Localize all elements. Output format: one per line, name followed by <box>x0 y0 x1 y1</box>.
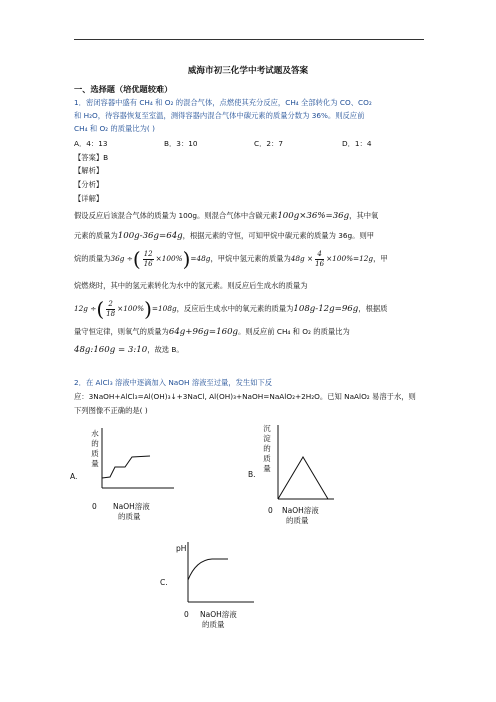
detail-text: ，甲 <box>373 254 388 263</box>
graph-b[interactable] <box>248 422 368 528</box>
graph-c-xlabel: NaOH溶液 <box>200 610 237 619</box>
analysis-label: 【解析】 <box>74 166 104 175</box>
detail-line3: 烷的质量为36g ÷( $\frac{12}{16}$ ×100%)=48g，甲烷中氢元素的质量为48g × $\frac{4}{16}$ ×100%=12g，甲 <box>74 247 388 271</box>
detail-text: ，根据质 <box>358 304 388 313</box>
detail-text: 假设反应后该混合气体的质量为 100g。则混合气体中含碳元素 <box>74 211 278 220</box>
breakdown-label: 【分析】 <box>74 180 104 189</box>
graph-b-ylabel: 淀 <box>263 434 271 443</box>
graph-c-ylabel: pH <box>176 544 187 553</box>
graph-a-ylabel: 量 <box>91 459 99 468</box>
graph-b-xlabel: NaOH溶液 <box>282 506 319 515</box>
equation: 64g+96g=160g <box>168 327 239 337</box>
graph-b-ylabel: 量 <box>263 464 271 473</box>
page-title: 威海市初三化学中考试题及答案 <box>187 66 309 76</box>
equation: 48g × <box>290 254 314 263</box>
q2-stem-line3: 下列图像不正确的是( ) <box>74 406 148 415</box>
graph-a-ylabel: 的 <box>91 439 99 448</box>
graph-a-xlabel: 的质量 <box>118 512 141 521</box>
detail-line6 <box>74 327 350 337</box>
detail-text: 元素的质量为 <box>74 231 118 240</box>
equation: 48g:160g = 3:10 <box>74 345 148 355</box>
answer-label: 【答案】B <box>74 153 109 162</box>
equation: ×100% <box>117 304 145 313</box>
graph-b-ylabel: 沉 <box>263 424 271 433</box>
detail-text: ，反应后生成水中的氧元素的质量为 <box>176 304 294 313</box>
detail-text: ，根据元素的守恒，可知甲烷中碳元素的质量为 36g。则甲 <box>182 231 375 240</box>
detail-text: ，其中氧 <box>349 211 379 220</box>
graph-a-ylabel: 水 <box>91 429 99 438</box>
equation: 36g ÷ <box>110 254 133 263</box>
equation: =108g <box>151 304 177 313</box>
detail-text: 。则反应前 CH₄ 和 O₂ 的质量比为 <box>238 327 350 336</box>
detail-text: 烷的质量为 <box>74 254 111 263</box>
fraction: $\frac{12}{16}$ <box>143 249 153 268</box>
graph-b-plot <box>248 422 368 504</box>
equation: ×100%=12g <box>326 254 374 263</box>
graph-b-label: B. <box>248 470 256 479</box>
option-b: B．3：10 <box>164 139 198 148</box>
q1-options <box>74 139 372 149</box>
detail-line4: 烷燃烧时，其中的氢元素转化为水中的氢元素。则反应后生成水的质量为 <box>74 281 308 290</box>
detail-line5: 12g ÷( $\frac{2}{18}$ ×100%)=108g，反应后生成水中的氧元素的质量为108g-12g=96g，根据质 <box>74 297 388 321</box>
graph-c-xlabel: 的质量 <box>202 620 225 629</box>
equation: 100g-36g=64g <box>117 231 183 241</box>
q1-stem-line2: 和 H₂O，待容器恢复至室温，测得容器内混合气体中碳元素的质量分数为 36%。则反应前 <box>74 111 365 120</box>
detail-line7 <box>74 345 184 355</box>
graph-a-plot <box>70 425 180 500</box>
fraction: $\frac{2}{18}$ <box>106 299 116 318</box>
graph-a[interactable] <box>70 425 180 525</box>
details-label: 【详解】 <box>74 194 104 203</box>
detail-line1 <box>74 211 378 221</box>
option-c: C．2：7 <box>254 139 283 148</box>
fraction: $\frac{4}{16}$ <box>315 249 325 268</box>
header-rule <box>74 39 424 40</box>
graph-a-ylabel: 质 <box>91 449 99 458</box>
q2-stem-line2: 应：3NaOH+AlCl₃=Al(OH)₃↓+3NaCl, Al(OH)₃+NaOH=NaAlO₂+2H₂O。已知 NaAlO₂ 易溶于水，则 <box>74 392 416 401</box>
graph-a-origin: 0 <box>92 502 97 511</box>
equation: 12g ÷ <box>74 304 97 313</box>
graph-b-origin: 0 <box>268 506 273 515</box>
q1-stem-line3: CH₄ 和 O₂ 的质量比为( ) <box>74 124 155 133</box>
detail-text: ，甲烷中氢元素的质量为 <box>210 254 291 263</box>
equation: ×100% <box>155 254 183 263</box>
graph-c-origin: 0 <box>184 610 189 619</box>
option-a: A．4：13 <box>74 139 108 148</box>
graph-c-label: C. <box>160 578 168 587</box>
equation: 108g-12g=96g <box>293 304 359 314</box>
detail-text: ，故选 B。 <box>147 345 184 354</box>
equation: =48g <box>190 254 211 263</box>
option-d: D．1：4 <box>342 139 372 148</box>
graph-b-xlabel: 的质量 <box>286 516 309 525</box>
graph-b-ylabel: 质 <box>263 454 271 463</box>
q2-stem-line1: 2．在 AlCl₃ 溶液中逐滴加入 NaOH 溶液至过量，发生如下反 <box>74 378 273 387</box>
graph-c[interactable] <box>158 538 268 638</box>
detail-line2 <box>74 231 374 241</box>
detail-text: 量守恒定律，则氧气的质量为 <box>74 327 169 336</box>
q1-stem-line1: 1．密闭容器中盛有 CH₄ 和 O₂ 的混合气体，点燃使其充分反应，CH₄ 全部转化为 CO、CO₂ <box>74 98 372 107</box>
graph-a-label: A. <box>70 472 78 481</box>
equation: 100g×36%=36g <box>277 211 350 221</box>
graph-c-plot <box>158 538 268 610</box>
graph-a-xlabel: NaOH溶液 <box>113 502 150 511</box>
graph-b-ylabel: 的 <box>263 444 271 453</box>
section-heading: 一、选择题（培优题较难） <box>74 84 173 94</box>
